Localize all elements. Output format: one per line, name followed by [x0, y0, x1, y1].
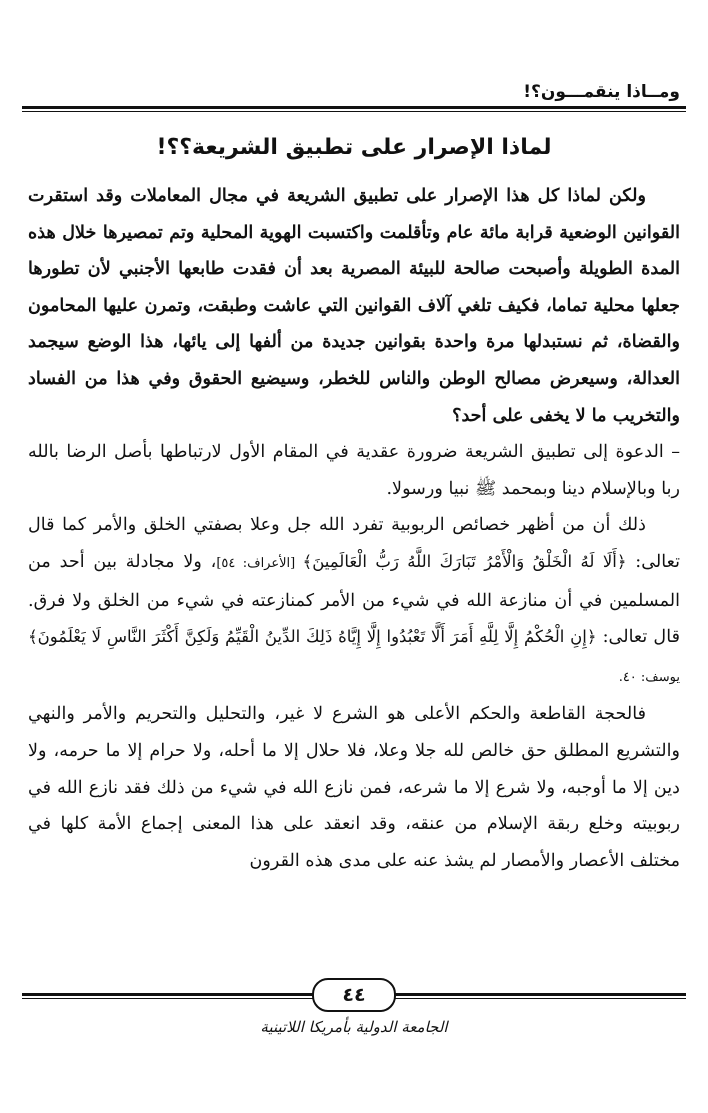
paragraph-evidence: [28, 507, 680, 696]
paragraph-answer: – الدعوة إلى تطبيق الشريعة ضرورة عقدية في المقام الأول لارتباطها بأصل الرضا بالله ربا وبالإسلام دينا وبمحمد ﷺ نبيا ورسولا.: [28, 442, 680, 499]
paragraph-conclusion: فالحجة القاطعة والحكم الأعلى هو الشرع لا غير، والتحليل والتحريم والأمر والنهي والتشريع المطلق حق خالص لله جلا وعلا، فلا حلال إلا ما أحله، ولا حرام إلا ما حرمه، ولا دين إلا ما أوجبه، ولا شرع إلا ما شرعه، فمن نازع الله في شيء من ذلك فقد نازع الله في ربوبيته وخلع ربقة الإسلام من عنقه، وقد انعقد على هذا المعنى إجماع الأمة كلها في مختلف الأعصار والأمصار لم يشذ عنه على مدى هذه القرون: [28, 704, 680, 871]
body-text: [28, 178, 680, 879]
running-header-title: ومــاذا ينقمـــون؟!: [523, 82, 680, 102]
citation-araf: [الأعراف: ٥٤]: [216, 555, 303, 571]
header-rule-thin: [22, 111, 686, 112]
evidence-intro: ذلك أن من أظهر خصائص الربوبية تفرد الله جل وعلا بصفتي الخلق والأمر كما قال تعالى:: [28, 515, 681, 572]
section-title: لماذا الإصرار على تطبيق الشريعة؟؟!: [156, 135, 552, 160]
quran-verse-yusuf: ﴿إِنِ الْحُكْمُ إِلَّا لِلَّهِ أَمَرَ أَلَّا تَعْبُدُوا إِلَّا إِيَّاهُ ذَلِكَ الدِّينُ الْقَيِّمُ وَلَكِنَّ أَكْثَرَ النَّاسِ لَا يَعْلَمُونَ﴾: [28, 627, 597, 647]
citation-yusuf: يوسف: ٤٠.: [618, 669, 680, 685]
page-number: ٤٤: [312, 978, 396, 1012]
quran-verse-araf: ﴿أَلَا لَهُ الْخَلْقُ وَالْأَمْرُ تَبَارَكَ اللَّهُ رَبُّ الْعَالَمِينَ﴾: [302, 551, 627, 571]
footer-caption: الجامعة الدولية بأمريكا اللاتينية: [260, 1018, 448, 1036]
header-rule: [22, 106, 686, 109]
paragraph-question: ولكن لماذا كل هذا الإصرار على تطبيق الشريعة في مجال المعاملات وقد استقرت القوانين الوضعية قرابة مائة عام وتأقلمت واكتسبت الهوية المحلية وتم تمصيرها خلال هذه المدة الطويلة وأصبحت صالحة للبيئة المصرية بعد أن فقدت طابعها الأجنبي لأن تطورها جعلها محلية تماما، فكيف تلغي آلاف القوانين التي عاشت وطبقت، وتمرن عليها المحامون والقضاة، ثم نستبدلها مرة واحدة بقوانين جديدة من ألفها إلى يائها، هذا الوضع سيجمد العدالة، وسيعرض مصالح الوطن والناس للخطر، وسيضيع الحقوق وفي هذا من الفساد والتخريب ما لا يخفى على أحد؟: [28, 185, 680, 426]
evidence-middle: ، ولا مجادلة بين أحد من المسلمين في أن منازعة الله في شيء من الأمر كمنازعته في شيء من الخلق ولا فرق. قال تعالى:: [28, 551, 680, 648]
